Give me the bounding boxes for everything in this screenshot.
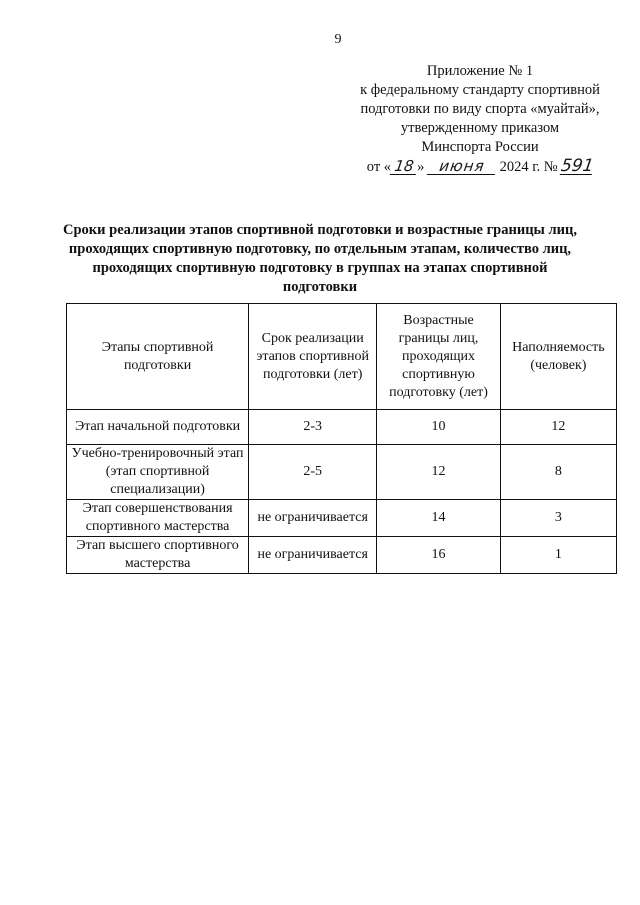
cell-age: 14 [377,500,501,537]
cell-capacity: 3 [500,500,616,537]
appendix-line-1: Приложение № 1 [426,63,534,79]
header-age: Возрастные границы лиц, проходящих спортивную подготовку (лет) [377,304,501,410]
cell-stage: Этап начальной подготовки [67,410,249,445]
cell-stage: Этап совершенствования спортивного мастерства [67,500,249,537]
appendix-header [350,62,610,177]
appendix-line-2: к федеральному стандарту спортивной [360,82,600,98]
cell-age: 16 [377,537,501,574]
cell-capacity: 1 [500,537,616,574]
handwritten-order-number: 591 [559,156,596,176]
cell-stage: Учебно-тренировочный этап (этап спортивной специализации) [67,445,249,500]
cell-duration: 2-3 [249,410,377,445]
header-duration: Срок реализации этапов спортивной подготовки (лет) [249,304,377,410]
table-row [67,537,617,574]
table-row [67,410,617,445]
cell-duration: не ограничивается [249,537,377,574]
order-date-line [350,158,610,177]
table-header-row [67,304,617,410]
cell-stage: Этап высшего спортивного мастерства [67,537,249,574]
date-prefix: от « [366,159,392,175]
table-row [67,500,617,537]
handwritten-month: июня [427,158,497,175]
cell-duration: не ограничивается [249,500,377,537]
appendix-line-5: Минспорта России [421,139,539,155]
date-year: 2024 г. № [499,159,558,175]
header-capacity: Наполняемость (человек) [500,304,616,410]
stages-table [66,303,617,574]
cell-duration: 2-5 [249,445,377,500]
cell-capacity: 12 [500,410,616,445]
cell-age: 12 [377,445,501,500]
handwritten-day: 18 [390,158,418,175]
document-title: Сроки реализации этапов спортивной подготовки и возрастные границы лиц, проходящих спортивную подготовку, по отдельным этапам, количество лиц, проходящих спортивную подготовку в группах на этапах спортивной подготовки [63,222,577,295]
date-mid: » [417,159,425,175]
cell-capacity: 8 [500,445,616,500]
cell-age: 10 [377,410,501,445]
appendix-line-4: утвержденному приказом [400,120,560,136]
header-stage: Этапы спортивной подготовки [67,304,249,410]
appendix-line-3: подготовки по виду спорта «муайтай», [360,101,600,117]
table-row [67,445,617,500]
page-number: 9 [334,32,342,47]
